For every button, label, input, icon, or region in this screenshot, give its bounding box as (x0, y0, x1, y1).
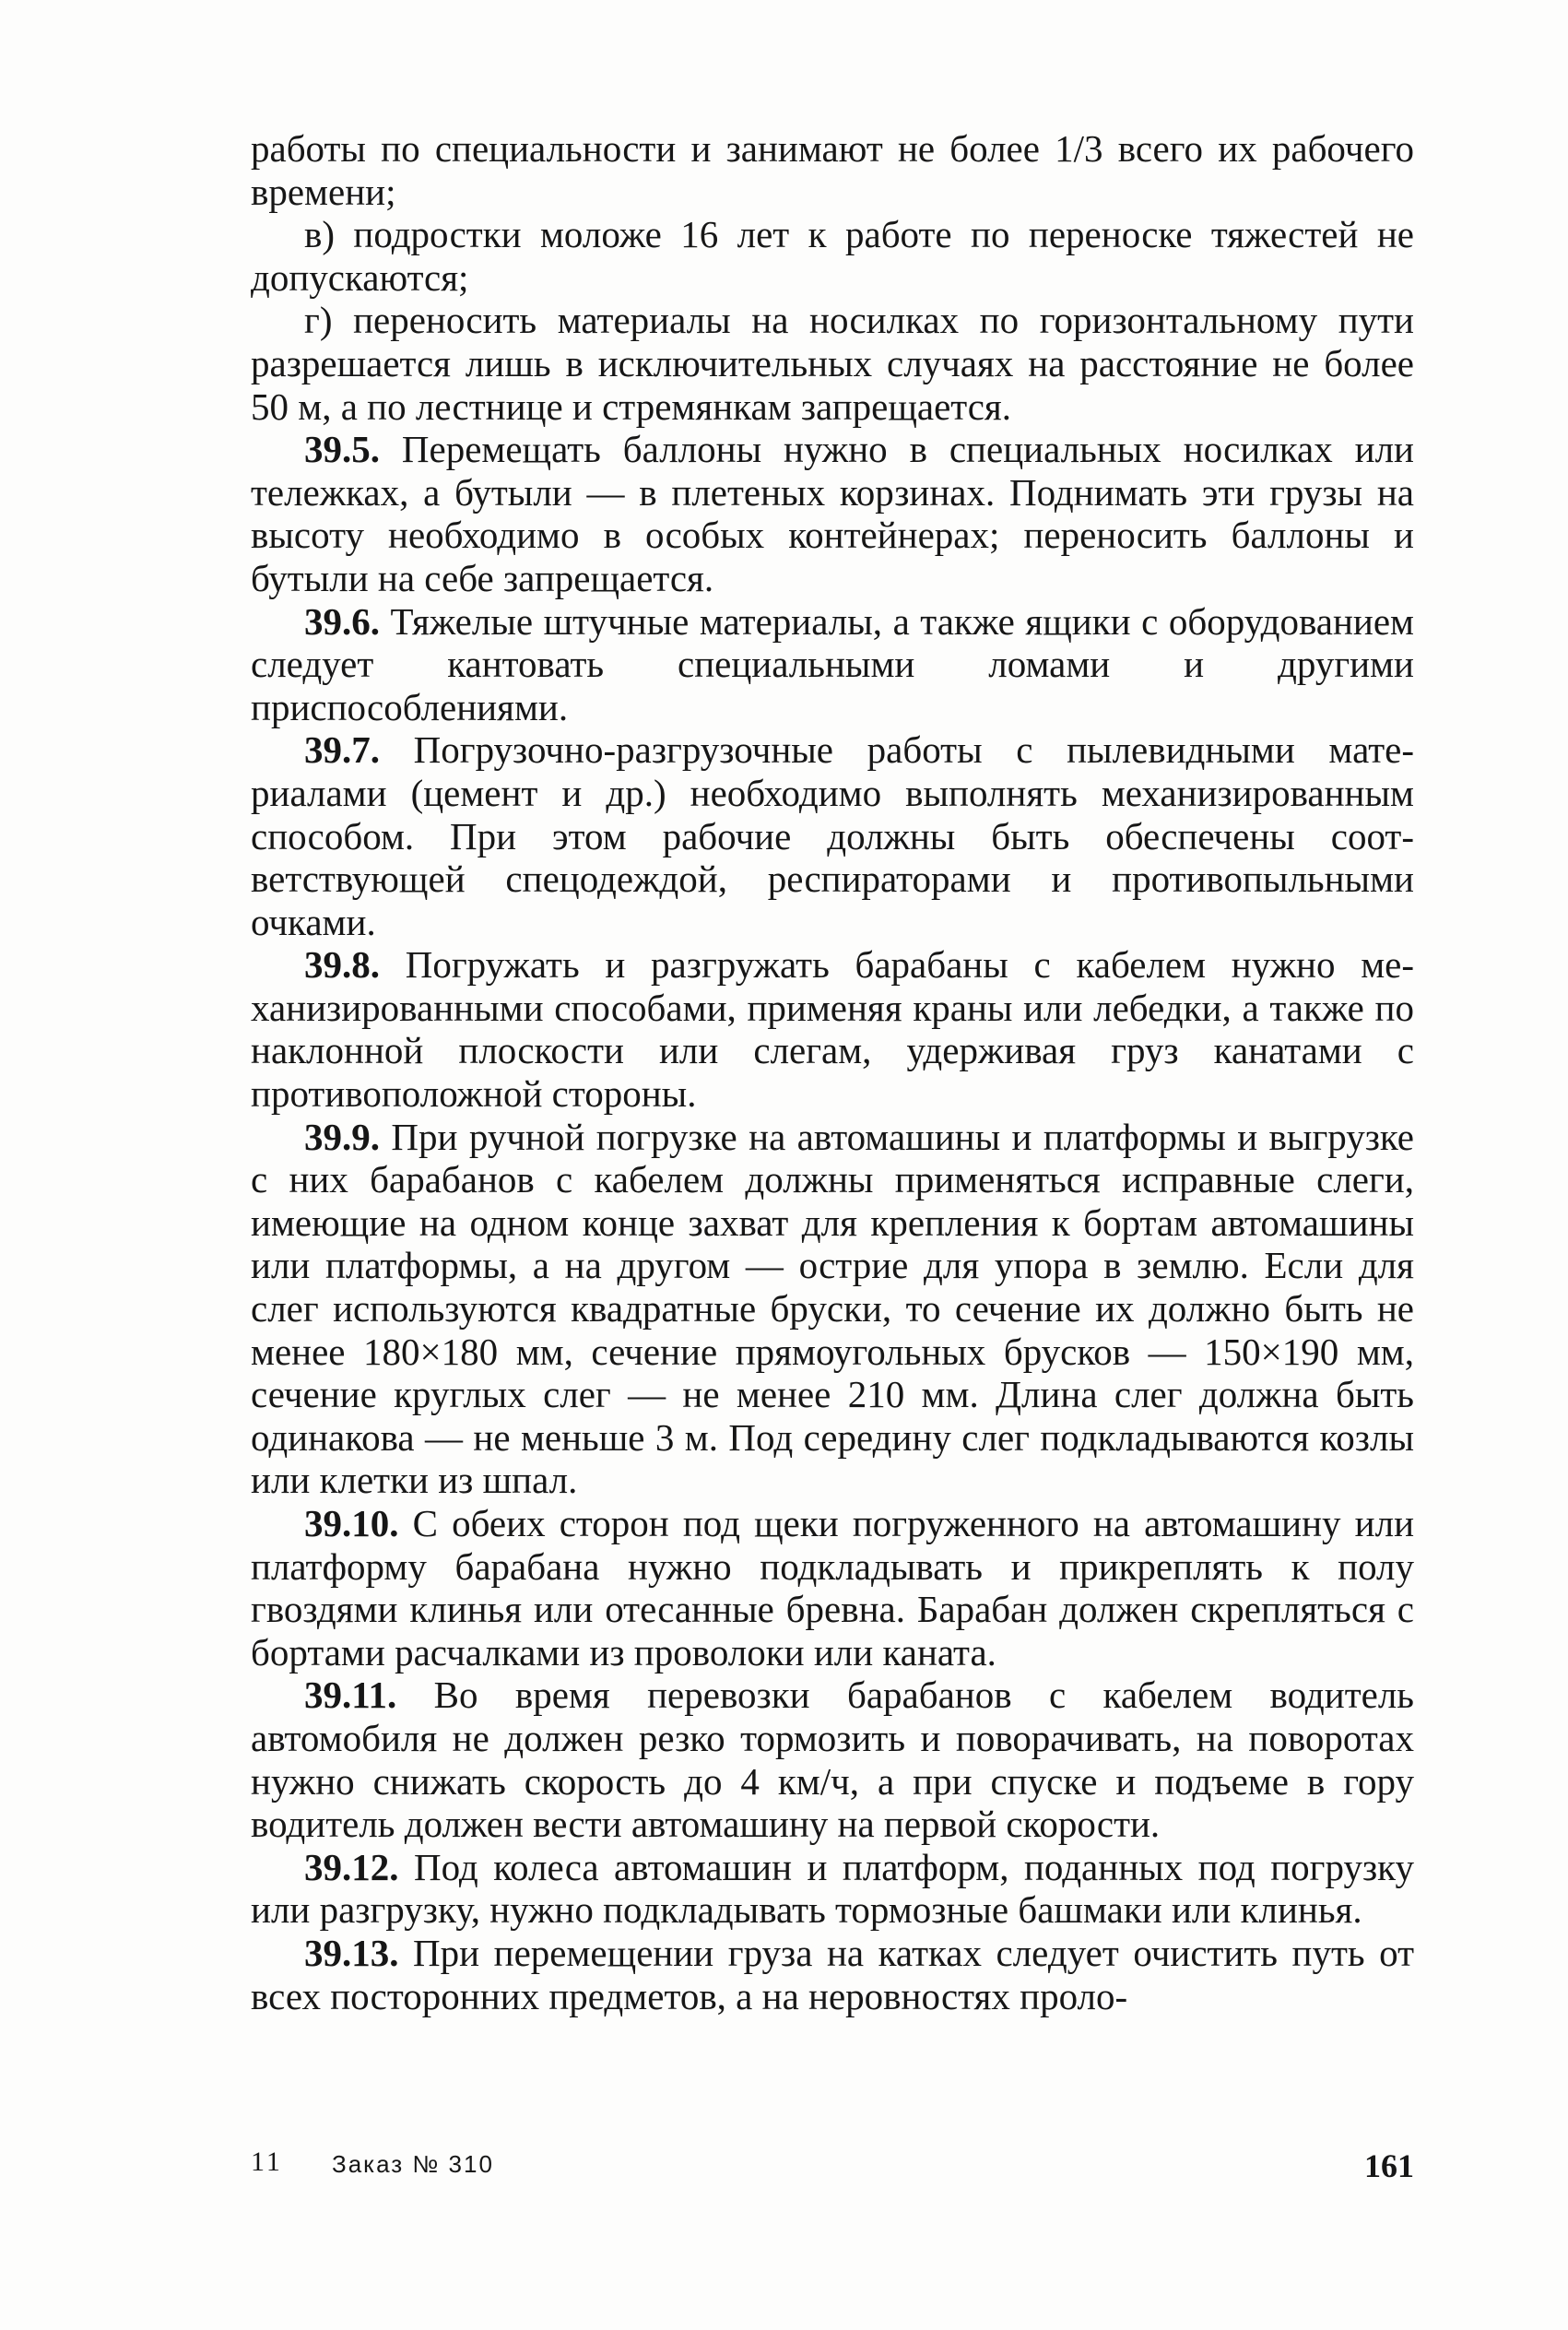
clause-text: Погружать и разгружать барабаны с кабелем нужно механизированными способами, применяя краны или лебедки, а также по наклонной плоскости или слегам, удерживая груз канатами с противоположной стороны. (251, 943, 1414, 1116)
clause-39-7 (251, 728, 1414, 943)
body-text (251, 127, 1414, 2017)
clause-39-5 (251, 428, 1414, 599)
clause-text: Перемещать баллоны нужно в специальных носилках или тележках, а бутыли — в плетеных корзинах. Поднимать эти грузы на высоту необходимо в особых контейнерах; переносить баллоны и бутыли на себе запрещается. (251, 428, 1414, 599)
clause-text: Во время перевозки барабанов с кабелем водитель автомобиля не должен резко тормозить и поворачивать, на поворотах нужно снижать скорость до 4 км/ч, а при спуске и подъеме в гору водитель должен вести автомашину на первой скорости. (251, 1674, 1414, 1846)
clause-39-8 (251, 943, 1414, 1115)
list-item-v (251, 213, 1414, 299)
list-item-g (251, 299, 1414, 428)
clause-39-6 (251, 600, 1414, 729)
page-footer (251, 2147, 1414, 2193)
clause-number: 39.6. (304, 599, 380, 643)
paragraph-text: в) подростки моложе 16 лет к работе по переноске тяжестей не допускаются; (251, 213, 1414, 299)
clause-text: С обеих сторон под щеки погруженного на автомашину или платформу барабана нужно подкладывать и прикреплять к полу гвоздями клинья или отесанные бревна. Барабан должен скрепляться с бортами расчалками из проволоки или каната. (251, 1502, 1415, 1674)
clause-text: При перемещении груза на катках следует очистить путь от всех посторонних предметов, а на неровностях проло- (251, 1931, 1415, 2017)
paragraph-text: работы по специальности и занимают не более 1/3 всего их рабочего времени; (251, 127, 1414, 213)
page-number: 161 (1364, 2147, 1414, 2184)
clause-text: Погрузочно-разгрузочные работы с пылевидными материалами (цемент и др.) необходимо выполнять механизированным способом. При этом рабочие должны быть обеспечены соответствующей спецодеждой, респираторами и противопыльными очками. (251, 728, 1414, 943)
clause-number: 39.12. (304, 1845, 399, 1888)
signature-mark: 11 (251, 2147, 283, 2177)
clause-text: Тяжелые штучные материалы, а также ящики с оборудованием следует кантовать специальными ломами и другими приспособлениями. (251, 599, 1414, 728)
paragraph-continuation (251, 127, 1414, 213)
clause-number: 39.9. (304, 1115, 380, 1158)
clause-number: 39.11. (304, 1674, 397, 1717)
clause-39-11 (251, 1674, 1414, 1845)
clause-39-13 (251, 1932, 1414, 2017)
clause-number: 39.5. (304, 428, 380, 471)
clause-39-12 (251, 1846, 1414, 1932)
clause-text: Под колеса автомашин и платформ, поданных под погрузку или разгрузку, нужно подкладывать тормозные башмаки или клинья. (251, 1845, 1414, 1932)
print-order-number: Заказ № 310 (332, 2150, 494, 2178)
clause-number: 39.13. (304, 1931, 399, 1974)
clause-number: 39.8. (304, 943, 380, 987)
clause-39-10 (251, 1502, 1414, 1674)
clause-text: При ручной погрузке на автомашины и платформы и выгрузке с них барабанов с кабелем должны применяться исправные слеги, имеющие на одном конце захват для крепления к бортам автомашины или платформы, а на другом — острие для упора в землю. Если для слег используются квадратные бруски, то сечение их должно быть не менее 180×180 мм, сечение прямоугольных брусков — 150×190 мм, сечение круглых слег — не менее 210 мм. Длина слег должна быть одинакова — не меньше 3 м. Под середину слег подкладываются козлы или клетки из шпал. (251, 1115, 1415, 1502)
clause-39-9 (251, 1116, 1414, 1502)
clause-number: 39.10. (304, 1502, 399, 1544)
paragraph-text: г) переносить материалы на носилках по горизонтальному пути разрешается лишь в исключительных случаях на расстояние не более 50 м, а по лестнице и стремянкам запрещается. (251, 299, 1414, 428)
clause-number: 39.7. (304, 728, 380, 772)
